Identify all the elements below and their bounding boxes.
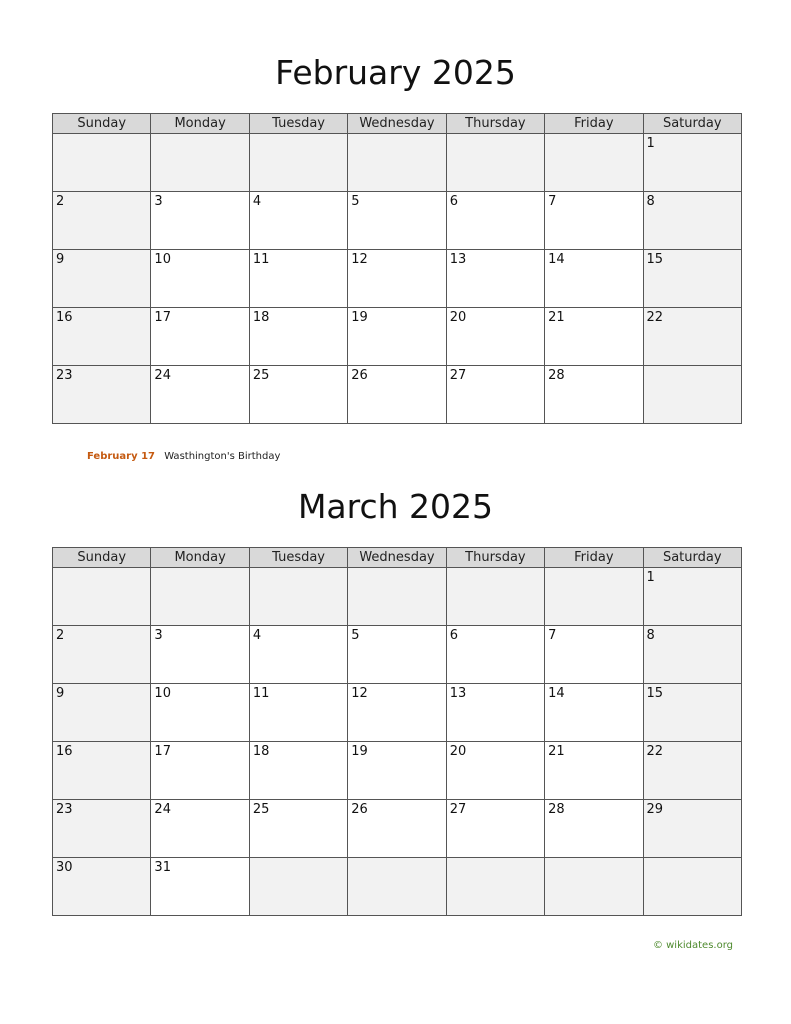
- day-cell: [348, 800, 446, 858]
- day-number: [447, 858, 544, 861]
- day-cell: [151, 308, 249, 366]
- weekday-header-friday: Friday: [545, 114, 643, 134]
- weekday-header-saturday: Saturday: [643, 114, 741, 134]
- day-number: 8: [646, 194, 655, 209]
- day-number: 23: [56, 368, 73, 383]
- day-cell: [643, 742, 741, 800]
- day-number: 10: [154, 252, 171, 267]
- day-cell: [545, 308, 643, 366]
- day-cell: [249, 366, 347, 424]
- day-number: [545, 858, 642, 861]
- day-cell: [446, 568, 544, 626]
- day-cell: [53, 858, 151, 916]
- day-cell: [643, 308, 741, 366]
- day-number: 9: [56, 686, 65, 701]
- day-cell: [53, 626, 151, 684]
- day-cell: [643, 858, 741, 916]
- week-row: [53, 308, 742, 366]
- day-number: 17: [154, 310, 171, 325]
- day-number: 20: [449, 310, 467, 325]
- day-number: 6: [449, 194, 458, 209]
- day-number: 27: [449, 368, 467, 383]
- day-number: 28: [548, 802, 565, 817]
- day-cell: [545, 250, 643, 308]
- day-number: 7: [548, 194, 557, 209]
- day-number: 13: [449, 686, 467, 701]
- day-number: [53, 568, 150, 571]
- day-cell: [545, 742, 643, 800]
- day-cell: [53, 366, 151, 424]
- holiday-date: February 17: [87, 451, 156, 462]
- day-cell: [545, 684, 643, 742]
- footer-credit[interactable]: © wikidates.org: [652, 940, 733, 951]
- day-number: 6: [449, 628, 458, 643]
- day-number: 25: [252, 802, 270, 817]
- weekday-header-friday: Friday: [545, 548, 643, 568]
- day-number: 31: [154, 860, 171, 875]
- day-cell: [446, 134, 544, 192]
- day-number: 19: [351, 310, 368, 325]
- day-number: [644, 366, 741, 369]
- day-cell: [545, 568, 643, 626]
- day-number: 4: [252, 628, 262, 643]
- day-number: [348, 568, 445, 571]
- day-cell: [348, 366, 446, 424]
- day-number: 22: [646, 310, 664, 325]
- day-number: [545, 568, 642, 571]
- weekday-header-tuesday: Tuesday: [249, 114, 347, 134]
- day-cell: [643, 684, 741, 742]
- day-cell: [151, 250, 249, 308]
- weekday-header-monday: Monday: [151, 114, 249, 134]
- holiday-name: Wasthington's Birthday: [164, 451, 281, 462]
- week-row: [53, 568, 742, 626]
- day-number: [53, 134, 150, 137]
- day-cell: [249, 858, 347, 916]
- day-cell: [249, 626, 347, 684]
- week-row: [53, 858, 742, 916]
- day-cell: [545, 192, 643, 250]
- day-cell: [348, 192, 446, 250]
- day-cell: [151, 626, 249, 684]
- day-number: 12: [351, 686, 368, 701]
- day-number: 16: [56, 310, 73, 325]
- day-number: 2: [56, 628, 65, 643]
- day-cell: [446, 250, 544, 308]
- day-cell: [643, 800, 741, 858]
- day-number: [151, 134, 248, 137]
- week-row: [53, 192, 742, 250]
- day-number: 9: [56, 252, 65, 267]
- weekday-header-thursday: Thursday: [446, 114, 544, 134]
- day-cell: [446, 742, 544, 800]
- day-number: [250, 568, 347, 571]
- day-number: 21: [548, 310, 565, 325]
- week-row: [53, 626, 742, 684]
- day-cell: [446, 192, 544, 250]
- weekday-header-saturday: Saturday: [643, 548, 741, 568]
- weekday-header-wednesday: Wednesday: [348, 114, 446, 134]
- day-number: 7: [548, 628, 557, 643]
- day-cell: [53, 250, 151, 308]
- day-cell: [643, 366, 741, 424]
- day-number: [644, 858, 741, 861]
- day-number: 13: [449, 252, 467, 267]
- day-number: 11: [252, 686, 270, 701]
- day-number: [348, 134, 445, 137]
- day-cell: [348, 250, 446, 308]
- day-number: 30: [56, 860, 73, 875]
- day-number: 3: [154, 194, 163, 209]
- day-number: 15: [646, 686, 664, 701]
- day-cell: [348, 568, 446, 626]
- day-cell: [545, 626, 643, 684]
- day-number: 26: [351, 368, 368, 383]
- day-number: 2: [56, 194, 65, 209]
- day-cell: [151, 858, 249, 916]
- day-cell: [151, 800, 249, 858]
- day-cell: [446, 308, 544, 366]
- weekday-header-sunday: Sunday: [53, 114, 151, 134]
- day-number: [151, 568, 248, 571]
- day-number: 26: [351, 802, 368, 817]
- day-cell: [545, 134, 643, 192]
- day-cell: [151, 742, 249, 800]
- day-number: 5: [351, 194, 360, 209]
- day-cell: [348, 626, 446, 684]
- day-number: [250, 134, 347, 137]
- day-number: 18: [252, 310, 270, 325]
- holiday-list: [87, 451, 280, 462]
- day-cell: [249, 742, 347, 800]
- day-number: [250, 858, 347, 861]
- day-number: 18: [252, 744, 270, 759]
- day-number: 23: [56, 802, 73, 817]
- day-cell: [53, 308, 151, 366]
- month-title-march: March 2025: [297, 487, 494, 526]
- day-cell: [643, 568, 741, 626]
- day-number: 16: [56, 744, 73, 759]
- day-number: 24: [154, 802, 171, 817]
- day-number: 1: [646, 136, 655, 151]
- day-number: 17: [154, 744, 171, 759]
- day-cell: [249, 192, 347, 250]
- day-number: 5: [351, 628, 360, 643]
- day-number: 14: [548, 252, 565, 267]
- day-cell: [446, 366, 544, 424]
- day-number: 15: [646, 252, 664, 267]
- day-number: 19: [351, 744, 368, 759]
- day-number: [545, 134, 642, 137]
- day-number: [348, 858, 445, 861]
- day-cell: [53, 800, 151, 858]
- day-cell: [348, 134, 446, 192]
- day-number: 29: [646, 802, 664, 817]
- week-row: [53, 800, 742, 858]
- calendar-grid-february: [52, 113, 742, 424]
- day-cell: [446, 800, 544, 858]
- week-row: [53, 134, 742, 192]
- calendar-grid-march: [52, 547, 742, 916]
- day-cell: [348, 742, 446, 800]
- week-row: [53, 684, 742, 742]
- day-number: 27: [449, 802, 467, 817]
- day-number: [447, 568, 544, 571]
- weekday-header-wednesday: Wednesday: [348, 548, 446, 568]
- day-number: 8: [646, 628, 655, 643]
- week-row: [53, 250, 742, 308]
- day-cell: [53, 192, 151, 250]
- day-number: 28: [548, 368, 565, 383]
- day-cell: [643, 250, 741, 308]
- day-cell: [151, 684, 249, 742]
- day-number: 11: [252, 252, 270, 267]
- day-number: 1: [646, 570, 655, 585]
- day-number: 20: [449, 744, 467, 759]
- day-cell: [545, 366, 643, 424]
- day-cell: [151, 366, 249, 424]
- day-cell: [249, 568, 347, 626]
- weekday-header-thursday: Thursday: [446, 548, 544, 568]
- day-cell: [249, 684, 347, 742]
- day-cell: [249, 308, 347, 366]
- day-number: 25: [252, 368, 270, 383]
- weekday-header-row: [53, 114, 742, 134]
- day-number: [447, 134, 544, 137]
- day-number: 4: [252, 194, 262, 209]
- day-cell: [348, 308, 446, 366]
- weekday-header-tuesday: Tuesday: [249, 548, 347, 568]
- day-cell: [545, 800, 643, 858]
- weekday-header-monday: Monday: [151, 548, 249, 568]
- day-cell: [348, 684, 446, 742]
- day-cell: [151, 568, 249, 626]
- day-cell: [545, 858, 643, 916]
- day-number: 14: [548, 686, 565, 701]
- day-cell: [53, 684, 151, 742]
- day-cell: [643, 134, 741, 192]
- month-title-february: February 2025: [275, 53, 516, 92]
- day-cell: [249, 250, 347, 308]
- day-number: 12: [351, 252, 368, 267]
- day-cell: [151, 134, 249, 192]
- day-cell: [249, 134, 347, 192]
- day-cell: [53, 134, 151, 192]
- weekday-header-row: [53, 548, 742, 568]
- day-cell: [643, 192, 741, 250]
- day-number: 22: [646, 744, 664, 759]
- week-row: [53, 366, 742, 424]
- weekday-header-sunday: Sunday: [53, 548, 151, 568]
- day-cell: [249, 800, 347, 858]
- day-number: 3: [154, 628, 163, 643]
- day-cell: [151, 192, 249, 250]
- day-cell: [643, 626, 741, 684]
- day-cell: [53, 742, 151, 800]
- day-number: 24: [154, 368, 171, 383]
- day-cell: [446, 626, 544, 684]
- week-row: [53, 742, 742, 800]
- day-cell: [446, 684, 544, 742]
- day-cell: [348, 858, 446, 916]
- day-cell: [446, 858, 544, 916]
- day-cell: [53, 568, 151, 626]
- day-number: 21: [548, 744, 565, 759]
- day-number: 10: [154, 686, 171, 701]
